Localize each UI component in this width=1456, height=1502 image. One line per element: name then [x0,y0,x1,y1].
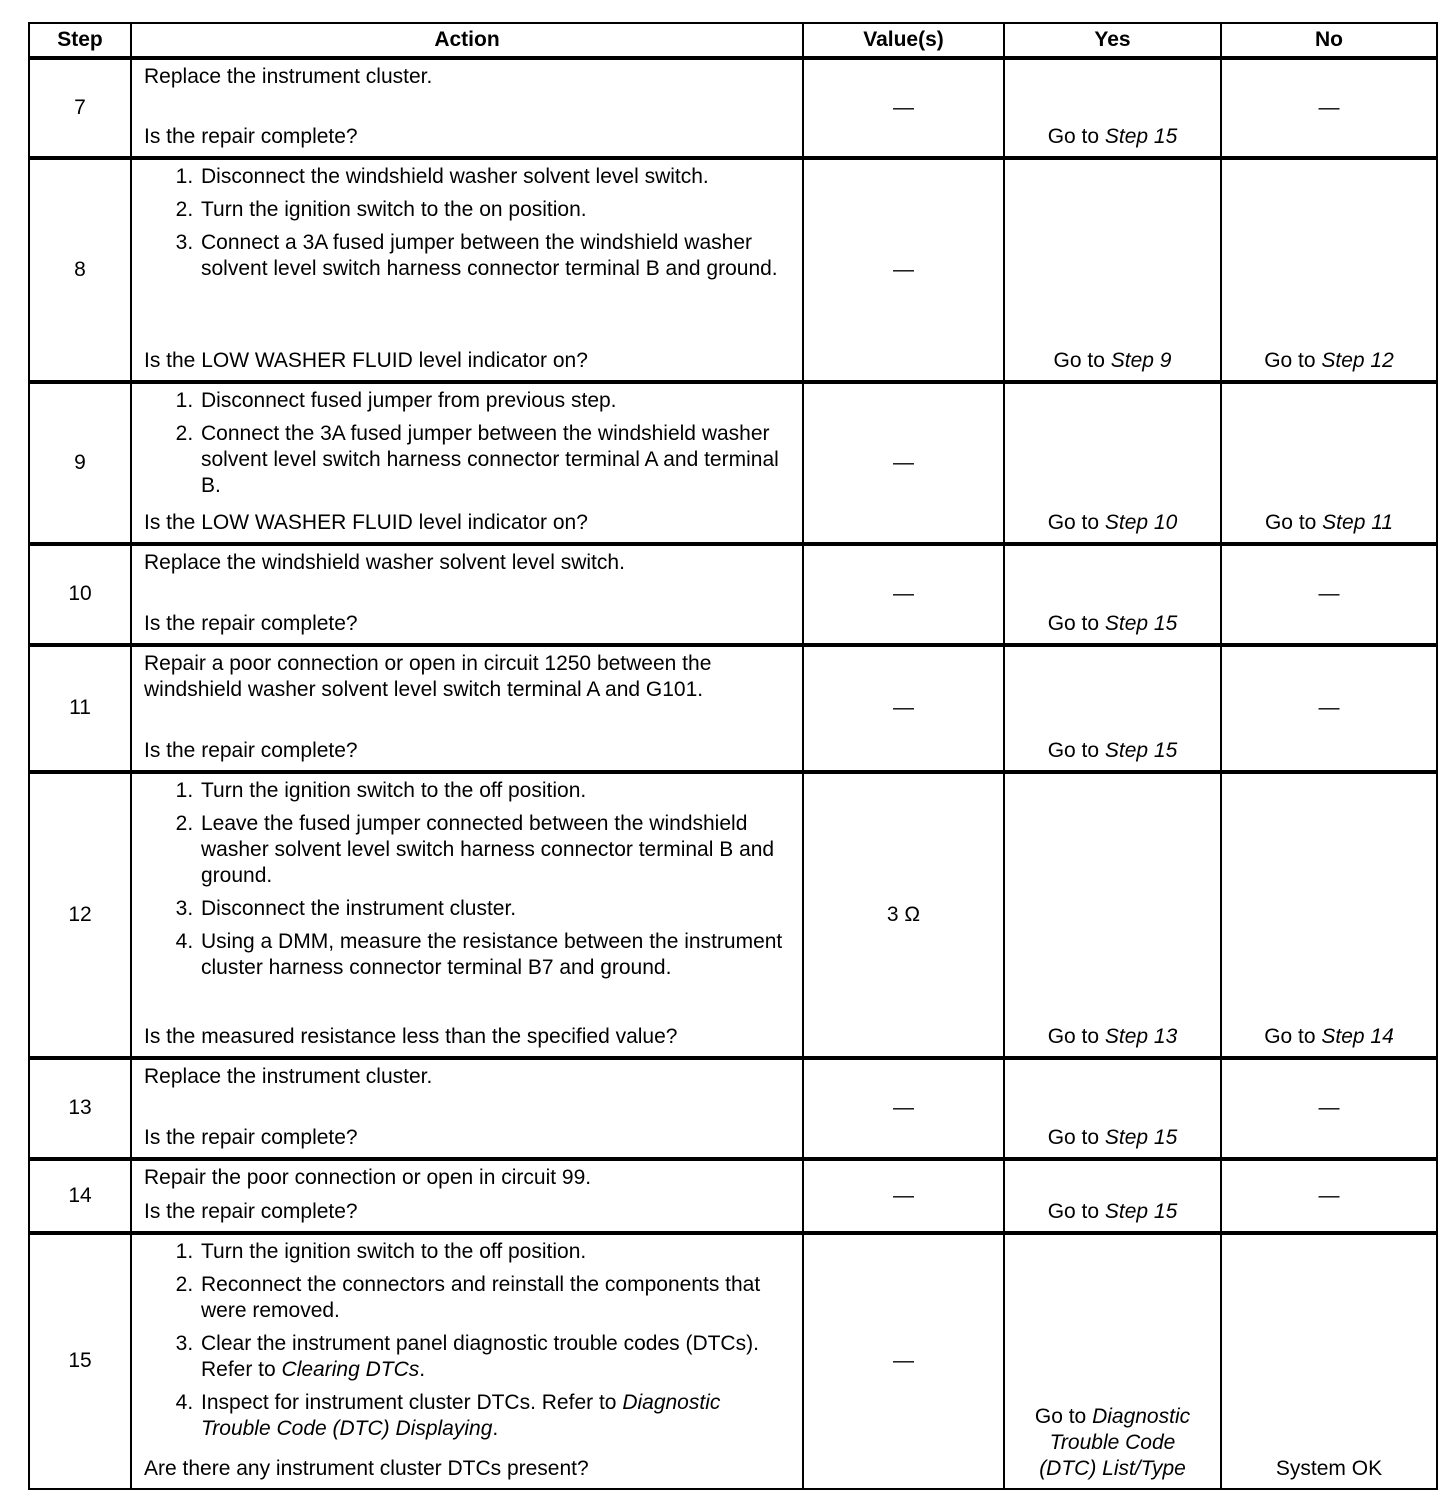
step-number: 9 [29,382,131,544]
list-item: 1. Disconnect the windshield washer solvent level switch. [199,164,790,190]
procedure-link[interactable]: Diagnostic Trouble Code (DTC) List/Type [1039,1404,1191,1480]
step-link[interactable]: Step 13 [1104,1024,1178,1048]
table-row [29,1058,1437,1159]
action-cell [131,645,803,772]
action-steps [144,1239,790,1449]
step-link[interactable]: Step 11 [1322,510,1394,534]
action-cell [131,1159,803,1233]
question-text: Is the repair complete? [144,1125,358,1149]
list-item: 2. Leave the fused jumper connected between the windshield washer solvent level switch harness connector terminal B and ground. [199,811,790,889]
step-number: 11 [29,645,131,772]
question-text: Is the repair complete? [144,738,358,762]
no-cell: Go to Step 12 [1221,158,1437,382]
step-link[interactable]: Step 15 [1104,611,1178,635]
action-text: Replace the instrument cluster. [144,65,433,88]
step-link[interactable]: Step 14 [1321,1024,1394,1048]
question-text: Is the repair complete? [144,1199,358,1223]
question-text: Is the repair complete? [144,124,358,148]
diagnostic-table [28,22,1438,1490]
action-text: Replace the instrument cluster. [144,1065,433,1088]
yes-cell: Go to Diagnostic Trouble Code (DTC) List/Type [1004,1233,1221,1489]
list-item: 1. Disconnect fused jumper from previous step. [199,388,790,414]
table-row [29,1159,1437,1233]
list-item: 3. Disconnect the instrument cluster. [199,896,790,922]
header-row [29,23,1437,58]
action-cell [131,382,803,544]
table-row [29,382,1437,544]
list-item: 1. Turn the ignition switch to the off position. [199,778,790,804]
step-link[interactable]: Step 12 [1321,348,1394,372]
step-number: 13 [29,1058,131,1159]
question-text: Is the LOW WASHER FLUID level indicator on? [144,348,588,372]
step-number: 12 [29,772,131,1058]
value-cell: — [803,1159,1004,1233]
step-link[interactable]: Step 9 [1110,348,1172,372]
action-cell [131,544,803,645]
question-text: Are there any instrument cluster DTCs present? [144,1456,589,1480]
value-cell: — [803,158,1004,382]
procedure-link[interactable]: Diagnostic Trouble Code (DTC) Displaying [201,1391,721,1441]
action-steps [144,778,790,988]
question-text: Is the repair complete? [144,611,358,635]
no-cell: System OK [1221,1233,1437,1489]
yes-cell: Go to Step 15 [1004,58,1221,158]
value-cell: — [803,1058,1004,1159]
step-number: 15 [29,1233,131,1489]
question-text: Is the LOW WASHER FLUID level indicator on? [144,510,588,534]
value-cell: — [803,645,1004,772]
no-cell: — [1221,1159,1437,1233]
list-item: 3. Clear the instrument panel diagnostic trouble codes (DTCs). Refer to Clearing DTCs. [199,1331,790,1383]
procedure-link[interactable]: Clearing DTCs [281,1358,420,1382]
step-link[interactable]: Step 15 [1104,124,1178,148]
value-cell: 3 Ω [803,772,1004,1058]
yes-cell: Go to Step 10 [1004,382,1221,544]
action-steps [144,388,790,506]
action-text: Repair the poor connection or open in circuit 99. [144,1166,592,1189]
no-cell: — [1221,645,1437,772]
header-action: Action [131,23,803,58]
step-number: 14 [29,1159,131,1233]
yes-cell: Go to Step 13 [1004,772,1221,1058]
step-number: 8 [29,158,131,382]
table-row [29,158,1437,382]
step-number: 7 [29,58,131,158]
action-cell [131,772,803,1058]
table-row [29,58,1437,158]
header-step: Step [29,23,131,58]
no-cell: — [1221,544,1437,645]
action-steps [144,164,790,289]
list-item: 4. Inspect for instrument cluster DTCs. Refer to Diagnostic Trouble Code (DTC) Displaying. [199,1390,790,1442]
question-text: Is the measured resistance less than the specified value? [144,1024,678,1048]
yes-cell: Go to Step 9 [1004,158,1221,382]
yes-cell: Go to Step 15 [1004,544,1221,645]
step-number: 10 [29,544,131,645]
value-cell: — [803,1233,1004,1489]
header-yes: Yes [1004,23,1221,58]
step-link[interactable]: Step 15 [1104,738,1178,762]
value-cell: — [803,58,1004,158]
list-item: 2. Connect the 3A fused jumper between the windshield washer solvent level switch harness connector terminal A and terminal B. [199,421,790,499]
action-cell [131,158,803,382]
value-cell: — [803,544,1004,645]
action-text: Repair a poor connection or open in circuit 1250 between the windshield washer solvent level switch terminal A and G101. [144,652,712,702]
list-item: 2. Turn the ignition switch to the on position. [199,197,790,223]
header-no: No [1221,23,1437,58]
table-row [29,544,1437,645]
no-cell: Go to Step 11 [1221,382,1437,544]
list-item: 4. Using a DMM, measure the resistance between the instrument cluster harness connector terminal B7 and ground. [199,929,790,981]
step-link[interactable]: Step 15 [1104,1125,1178,1149]
table-row [29,772,1437,1058]
header-values: Value(s) [803,23,1004,58]
no-cell: — [1221,1058,1437,1159]
table-row [29,1233,1437,1489]
list-item: 3. Connect a 3A fused jumper between the windshield washer solvent level switch harness connector terminal B and ground. [199,230,790,282]
table-row [29,645,1437,772]
step-link[interactable]: Step 15 [1104,1199,1178,1223]
action-cell [131,58,803,158]
yes-cell: Go to Step 15 [1004,645,1221,772]
yes-cell: Go to Step 15 [1004,1159,1221,1233]
no-cell: Go to Step 14 [1221,772,1437,1058]
action-cell [131,1233,803,1489]
action-text: Replace the windshield washer solvent level switch. [144,551,625,574]
action-cell [131,1058,803,1159]
no-cell: — [1221,58,1437,158]
value-cell: — [803,382,1004,544]
yes-cell: Go to Step 15 [1004,1058,1221,1159]
step-link[interactable]: Step 10 [1104,510,1178,534]
list-item: 2. Reconnect the connectors and reinstall the components that were removed. [199,1272,790,1324]
list-item: 1. Turn the ignition switch to the off position. [199,1239,790,1265]
